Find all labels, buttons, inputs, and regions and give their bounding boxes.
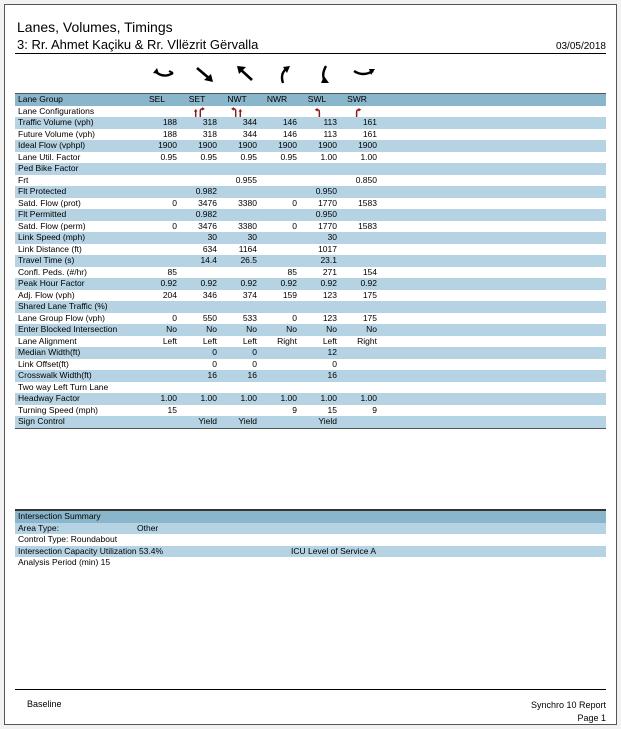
table-cell: 0	[212, 358, 217, 369]
table-row	[15, 244, 606, 256]
table-cell: 0.955	[235, 174, 257, 185]
row-label: Link Speed (mph)	[18, 232, 86, 242]
footer-report-info	[531, 699, 606, 725]
table-row	[15, 198, 606, 210]
table-row	[15, 359, 606, 371]
table-cell: 550	[202, 312, 217, 323]
table-cell: 0	[292, 312, 297, 323]
table-cell: 0	[292, 220, 297, 231]
table-cell: 3380	[238, 220, 257, 231]
row-label: Crosswalk Width(ft)	[18, 370, 92, 380]
table-cell: 1770	[318, 220, 337, 231]
table-cell: Left	[162, 335, 177, 346]
table-cell: No	[286, 324, 297, 334]
table-row	[15, 152, 606, 164]
nwr-arrow-icon	[271, 63, 299, 85]
table-row	[15, 186, 606, 198]
table-row	[15, 416, 606, 429]
table-row	[15, 232, 606, 244]
table-cell: 26.5	[240, 255, 257, 265]
table-cell: 175	[362, 312, 377, 323]
movement-arrows	[5, 63, 616, 89]
table-cell: 16	[247, 370, 257, 380]
row-label: Flt Permitted	[18, 209, 67, 219]
table-cell: 344	[242, 128, 257, 139]
row-label: Two way Left Turn Lane	[18, 381, 109, 392]
table-row	[15, 336, 606, 348]
table-row	[15, 267, 606, 279]
row-label: Median Width(ft)	[18, 347, 81, 357]
row-label: Satd. Flow (perm)	[18, 220, 86, 231]
row-label: Headway Factor	[18, 393, 80, 403]
table-cell: 1164	[238, 243, 257, 254]
table-cell: 9	[372, 404, 377, 415]
table-cell: 154	[362, 266, 377, 277]
footer-report-name: Synchro 10 Report	[530, 700, 606, 710]
table-cell: 1.00	[320, 393, 337, 403]
swr-arrow-icon	[351, 63, 379, 85]
table-row	[15, 382, 606, 394]
row-label: Turning Speed (mph)	[18, 404, 99, 415]
table-row	[15, 324, 606, 336]
table-cell: 188	[162, 128, 177, 139]
table-cell: 85	[167, 266, 177, 277]
table-cell: 271	[322, 266, 337, 277]
column-header: SWR	[347, 94, 367, 104]
icu-row	[15, 546, 606, 558]
column-header: SET	[188, 94, 206, 104]
table-cell: 0.92	[200, 278, 217, 288]
table-cell: 346	[202, 289, 217, 300]
table-row	[15, 209, 606, 221]
table-cell: No	[366, 324, 377, 334]
table-cell: 0.95	[160, 151, 177, 162]
swl-arrow-icon	[311, 63, 339, 85]
table-row	[15, 290, 606, 302]
sel-arrow-icon	[151, 63, 179, 85]
table-cell: 1.00	[200, 393, 217, 403]
table-cell: 0	[172, 312, 177, 323]
table-header-row	[15, 93, 606, 106]
table-cell: 12	[327, 347, 337, 357]
table-cell: 0.92	[280, 278, 297, 288]
header-rule	[15, 53, 606, 54]
table-cell: 0.950	[315, 186, 337, 196]
report-page	[4, 4, 617, 725]
table-cell: 0	[252, 347, 257, 357]
table-cell: 374	[242, 289, 257, 300]
table-cell: 0	[252, 358, 257, 369]
table-cell: 146	[282, 117, 297, 127]
table-cell: 0.95	[280, 151, 297, 162]
table-cell: 161	[362, 128, 377, 139]
table-cell: 0.982	[195, 209, 217, 219]
area-type-row	[15, 523, 606, 535]
table-cell: 1.00	[280, 393, 297, 403]
analysis-period: Analysis Period (min) 15	[18, 557, 111, 567]
table-cell: 0	[212, 347, 217, 357]
table-cell: 1.00	[240, 393, 257, 403]
table-cell: 0	[332, 358, 337, 369]
table-cell: No	[246, 324, 257, 334]
table-cell: 123	[322, 289, 337, 300]
table-cell: 113	[323, 117, 337, 127]
row-label: Travel Time (s)	[18, 255, 75, 265]
row-label: Satd. Flow (prot)	[18, 197, 81, 208]
table-cell: 1900	[158, 140, 177, 150]
lane-group-table	[15, 93, 606, 429]
summary-header	[15, 509, 606, 523]
table-cell: 85	[287, 266, 297, 277]
row-label: Enter Blocked Intersection	[18, 324, 118, 334]
lane-config-row	[15, 106, 606, 118]
table-cell: 3476	[198, 220, 217, 231]
table-cell: 16	[207, 370, 217, 380]
row-label: Ped Bike Factor	[18, 163, 79, 173]
table-cell: 9	[292, 404, 297, 415]
table-cell: Left	[202, 335, 217, 346]
column-header: NWR	[266, 94, 288, 104]
row-label: Link Offset(ft)	[18, 358, 69, 369]
control-type-row	[15, 534, 606, 546]
nwt-arrow-icon	[231, 63, 259, 85]
table-cell: 1.00	[320, 151, 337, 162]
icu-utilization: Intersection Capacity Utilization 53.4%	[18, 545, 164, 556]
row-label: Ideal Flow (vphpl)	[18, 140, 86, 150]
set-arrow-icon	[191, 63, 219, 85]
table-cell: 0.95	[200, 151, 217, 162]
table-cell: 0.92	[160, 278, 177, 288]
report-title: Lanes, Volumes, Timings	[17, 19, 173, 35]
table-cell: 0.92	[240, 278, 257, 288]
table-cell: 188	[162, 117, 177, 127]
row-label: Sign Control	[18, 416, 65, 426]
table-row	[15, 221, 606, 233]
icu-level-of-service: ICU Level of Service A	[291, 545, 377, 556]
table-cell: Yield	[238, 416, 257, 426]
table-row	[15, 175, 606, 187]
table-cell: 0.850	[355, 174, 377, 185]
table-cell: 1900	[358, 140, 377, 150]
column-header: SEL	[148, 94, 166, 104]
control-type: Control Type: Roundabout	[18, 534, 118, 544]
table-cell: Left	[322, 335, 337, 346]
table-cell: 0	[292, 197, 297, 208]
table-row	[15, 278, 606, 290]
column-header: SWL	[307, 94, 327, 104]
table-cell: 123	[322, 312, 337, 323]
header-label: Lane Group	[18, 94, 63, 104]
row-label: Link Distance (ft)	[18, 243, 82, 254]
table-cell: 159	[282, 289, 297, 300]
table-cell: 344	[242, 117, 257, 127]
table-cell: 1017	[318, 243, 337, 254]
table-row	[15, 313, 606, 325]
table-cell: No	[326, 324, 337, 334]
footer-scenario: Baseline	[27, 699, 62, 709]
table-cell: 318	[202, 117, 217, 127]
table-cell: 634	[202, 243, 217, 254]
table-row	[15, 129, 606, 141]
table-cell: 23.1	[320, 255, 337, 265]
footer-page-number: Page 1	[577, 713, 606, 723]
table-cell: Left	[242, 335, 257, 346]
table-cell: 1.00	[360, 393, 377, 403]
table-cell: 3476	[198, 197, 217, 208]
row-label: Peak Hour Factor	[18, 278, 85, 288]
row-label: Lane Configurations	[18, 105, 95, 116]
table-cell: 30	[207, 232, 217, 242]
table-cell: 3380	[238, 197, 257, 208]
row-label: Lane Alignment	[18, 335, 77, 346]
table-cell: 1583	[358, 197, 377, 208]
table-row	[15, 255, 606, 267]
row-label: Flt Protected	[18, 186, 67, 196]
table-cell: 161	[362, 117, 377, 127]
column-header: NWT	[227, 94, 247, 104]
table-cell: 30	[247, 232, 257, 242]
table-cell: Yield	[198, 416, 217, 426]
table-cell: 0	[172, 197, 177, 208]
table-cell: 0	[172, 220, 177, 231]
row-label: Lane Group Flow (vph)	[18, 312, 105, 323]
table-cell: 146	[282, 128, 297, 139]
analysis-period-row	[15, 557, 606, 569]
table-cell: 1900	[238, 140, 257, 150]
table-row	[15, 370, 606, 382]
table-cell: 204	[162, 289, 177, 300]
row-label: Lane Util. Factor	[18, 151, 81, 162]
table-cell: 1900	[278, 140, 297, 150]
table-cell: No	[206, 324, 217, 334]
row-label: Traffic Volume (vph)	[18, 117, 94, 127]
table-cell: 533	[242, 312, 257, 323]
table-cell: 30	[327, 232, 337, 242]
table-cell: Right	[357, 335, 377, 346]
footer-rule	[15, 689, 606, 690]
table-row	[15, 117, 606, 129]
table-row	[15, 393, 606, 405]
table-cell: 1583	[358, 220, 377, 231]
table-row	[15, 140, 606, 152]
table-cell: 1900	[198, 140, 217, 150]
table-cell: 0.92	[320, 278, 337, 288]
intersection-summary	[15, 509, 606, 569]
row-label: Future Volume (vph)	[18, 128, 96, 139]
table-row	[15, 163, 606, 175]
table-cell: 0.92	[360, 278, 377, 288]
table-cell: 1.00	[360, 151, 377, 162]
table-cell: 16	[327, 370, 337, 380]
row-label: Shared Lane Traffic (%)	[18, 301, 108, 311]
area-type-value: Other	[137, 522, 159, 533]
table-row	[15, 405, 606, 417]
report-date: 03/05/2018	[555, 41, 606, 52]
table-cell: 1770	[318, 197, 337, 208]
table-cell: Yield	[318, 416, 337, 426]
table-row	[15, 301, 606, 313]
table-cell: 0.982	[195, 186, 217, 196]
summary-title: Intersection Summary	[18, 511, 101, 521]
table-cell: 15	[167, 404, 177, 415]
table-cell: 1900	[318, 140, 337, 150]
row-label: Confl. Peds. (#/hr)	[18, 266, 87, 277]
intersection-name: 3: Rr. Ahmet Kaçiku & Rr. Vllëzrit Gërvalla	[17, 37, 259, 52]
area-type-label: Area Type:	[18, 522, 59, 533]
table-cell: 14.4	[200, 255, 217, 265]
table-cell: 175	[362, 289, 377, 300]
row-label: Adj. Flow (vph)	[18, 289, 75, 300]
table-cell: 113	[323, 128, 337, 139]
table-cell: No	[166, 324, 177, 334]
table-cell: 0.95	[240, 151, 257, 162]
table-row	[15, 347, 606, 359]
table-cell: 1.00	[160, 393, 177, 403]
table-cell: Right	[277, 335, 297, 346]
table-cell: 0.950	[315, 209, 337, 219]
table-cell: 15	[327, 404, 337, 415]
table-cell: 318	[202, 128, 217, 139]
row-label: Frt	[18, 174, 29, 185]
